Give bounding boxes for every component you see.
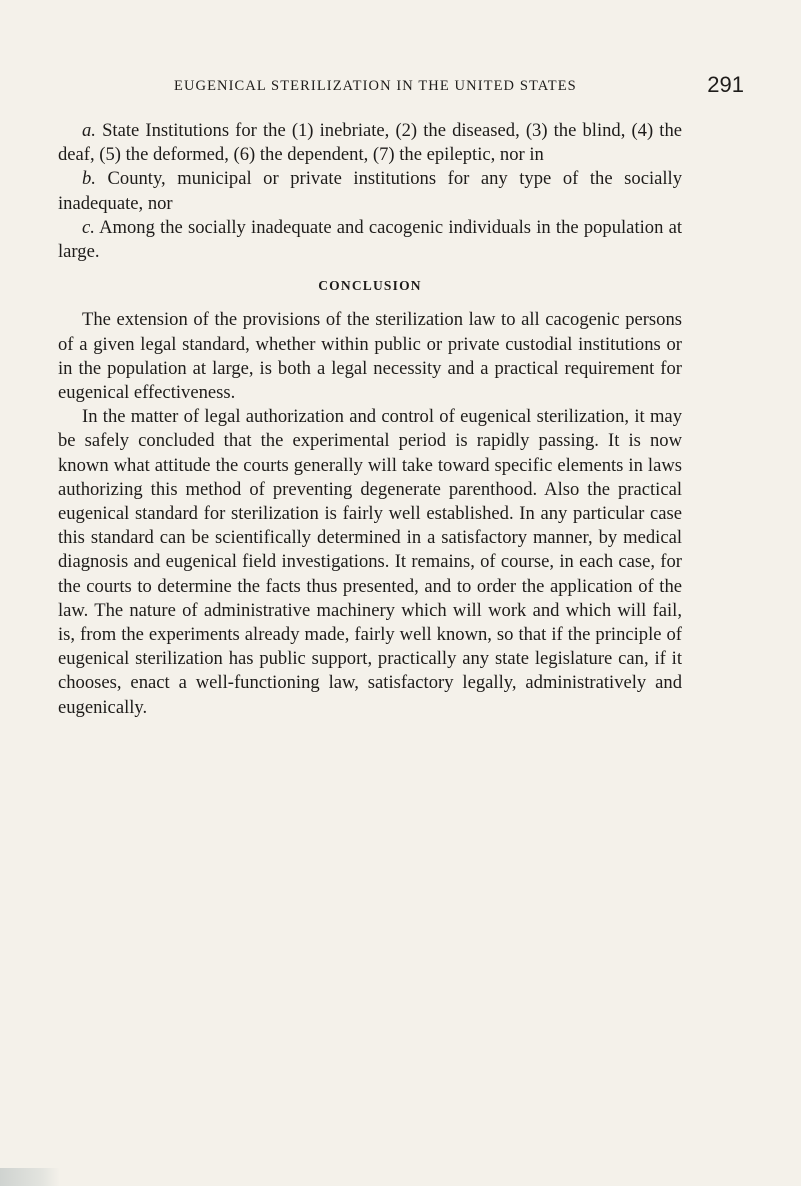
scan-edge-artifact — [0, 1168, 60, 1186]
paragraph: The extension of the provisions of the sterilization law to all cacogenic persons of a given legal standard, whether within public or private custodial institutions or in the population at large, is both a legal necessity and a practical requirement for eugenical effectiveness. — [58, 309, 682, 404]
clause-letter: a. — [82, 120, 96, 141]
running-title: EUGENICAL STERILIZATION IN THE UNITED STATES — [174, 78, 577, 94]
clause-letter: b. — [82, 168, 96, 190]
clause-text: County, municipal or private institutions for any type of the socially inadequate, nor — [58, 168, 682, 214]
clause-b — [58, 167, 682, 215]
clause-text: State Institutions for the (1) inebriate, (2) the diseased, (3) the blind, (4) the deaf, (5) the deformed, (6) the dependent, (7) the epileptic, nor in — [58, 120, 682, 166]
paragraph: In the matter of legal authorization and control of eugenical sterilization, it may be safely concluded that the experimental period is rapidly passing. It is now known what attitude the courts generally will take toward specific elements in laws authorizing this method of preventing degenerate parenthood. Also the practical eugenical standard for sterilization is fairly well established. In any particular case this standard can be scientifically determined in a satisfactory manner, by medical diagnosis and eugenical field investigations. It remains, of course, in each case, for the courts to determine the facts thus presented, and to order the application of the law. The nature of administrative machinery which will work and which will fail, is, from the experiments already made, fairly well known, so that if the principle of eugenical sterilization has public support, practically any state legislature can, if it chooses, enact a well-functioning law, satisfactory legally, administratively and eugenically. — [58, 406, 682, 718]
section-heading: CONCLUSION — [318, 278, 422, 294]
clause-letter: c. — [82, 216, 95, 238]
running-head — [68, 74, 744, 104]
clause-a — [58, 119, 682, 167]
body-text — [58, 119, 682, 720]
clause-text: Among the socially inadequate and cacogenic individuals in the population at large. — [58, 216, 682, 263]
clause-c — [58, 216, 682, 264]
page-number: 291 — [707, 72, 744, 97]
